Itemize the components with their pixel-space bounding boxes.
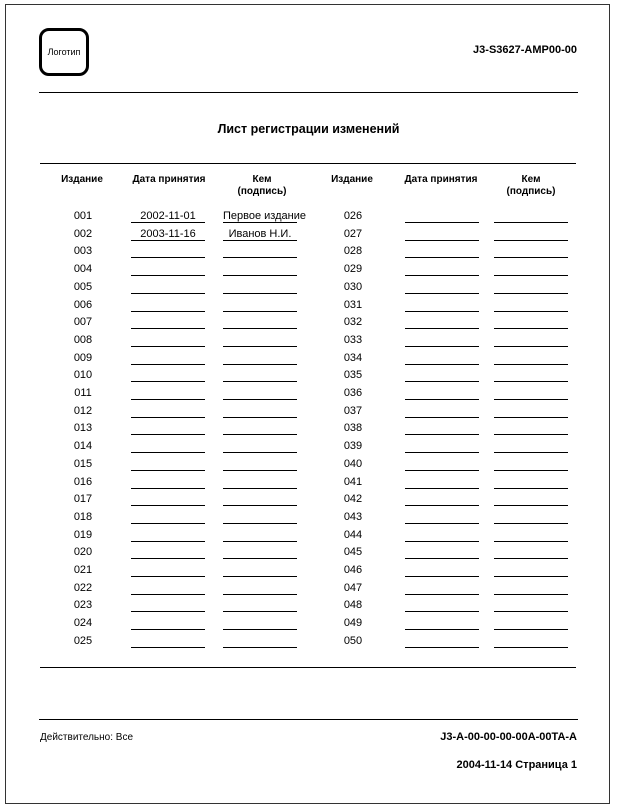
date-accepted-field-right — [405, 564, 479, 577]
date-accepted-field-right — [405, 352, 479, 365]
date-accepted-field-left — [131, 422, 205, 435]
date-accepted-field-right — [405, 529, 479, 542]
edition-number-left: 005 — [73, 280, 93, 293]
edition-number-right: 035 — [343, 369, 363, 382]
signature-field-right — [494, 529, 568, 542]
table-top-line — [40, 163, 576, 164]
date-accepted-field-right — [405, 210, 479, 223]
date-accepted-field-right — [405, 334, 479, 347]
signature-field-right — [494, 210, 568, 223]
edition-number-left: 025 — [73, 634, 93, 647]
signature-field-left: Иванов Н.И. — [223, 228, 297, 241]
date-accepted-field-left — [131, 369, 205, 382]
signature-field-right — [494, 352, 568, 365]
date-accepted-field-right — [405, 493, 479, 506]
signature-field-right — [494, 582, 568, 595]
edition-number-right: 029 — [343, 263, 363, 276]
page-title: Лист регистрации изменений — [217, 122, 400, 136]
edition-number-left: 020 — [73, 546, 93, 559]
edition-number-right: 031 — [343, 298, 363, 311]
edition-number-left: 016 — [73, 475, 93, 488]
signature-field-left — [223, 458, 297, 471]
date-accepted-field-left: 2003-11-16 — [131, 228, 205, 241]
date-accepted-field-right — [405, 245, 479, 258]
signature-field-right — [494, 299, 568, 312]
signature-field-left — [223, 635, 297, 648]
edition-number-left: 019 — [73, 528, 93, 541]
date-accepted-field-left — [131, 245, 205, 258]
col-header-date-right — [394, 174, 488, 186]
edition-number-right: 046 — [343, 564, 363, 576]
edition-number-right: 033 — [343, 333, 363, 346]
date-accepted-field-right — [405, 387, 479, 400]
date-accepted-field-right — [405, 263, 479, 276]
edition-number-right: 026 — [343, 210, 363, 222]
date-accepted-field-right — [405, 422, 479, 435]
edition-number-right: 038 — [343, 422, 363, 435]
signature-field-left — [223, 299, 297, 312]
edition-number-left: 002 — [73, 227, 93, 240]
signature-field-right — [494, 635, 568, 648]
edition-number-left: 007 — [73, 316, 93, 329]
signature-field-right — [494, 511, 568, 524]
signature-field-right — [494, 617, 568, 630]
signature-field-left — [223, 281, 297, 294]
signature-field-right — [494, 599, 568, 612]
edition-number-right: 036 — [343, 387, 363, 399]
date-accepted-field-left — [131, 458, 205, 471]
date-accepted-field-right — [405, 458, 479, 471]
edition-number-right: 047 — [343, 581, 363, 594]
date-accepted-field-left — [131, 582, 205, 595]
footer-code: J3-A-00-00-00-00A-00TA-A — [440, 731, 577, 743]
signature-field-right — [494, 405, 568, 418]
date-accepted-field-left — [131, 476, 205, 489]
edition-number-right: 034 — [343, 351, 363, 364]
col-header-edition-text: Издание — [331, 174, 373, 185]
signature-field-left — [223, 405, 297, 418]
document-id: J3-S3627-AMP00-00 — [473, 44, 577, 56]
signature-field-left — [223, 422, 297, 435]
signature-field-right — [494, 369, 568, 382]
col-header-by-right — [491, 174, 571, 198]
signature-field-left — [223, 617, 297, 630]
edition-number-right: 030 — [343, 280, 363, 293]
edition-number-right: 050 — [343, 634, 363, 647]
signature-field-left — [223, 564, 297, 577]
date-accepted-field-left — [131, 493, 205, 506]
edition-number-left: 018 — [73, 510, 93, 523]
edition-number-right: 044 — [343, 528, 363, 541]
col-header-by-left — [222, 174, 302, 198]
edition-number-left: 024 — [73, 617, 93, 630]
signature-field-left — [223, 599, 297, 612]
col-header-date-left — [122, 174, 216, 186]
signature-field-left — [223, 440, 297, 453]
edition-number-right: 049 — [343, 617, 363, 630]
edition-number-left: 023 — [73, 599, 93, 612]
signature-field-left — [223, 316, 297, 329]
edition-number-right: 032 — [343, 316, 363, 329]
footer-date-page: 2004-11-14 Страница 1 — [456, 759, 577, 771]
date-accepted-field-left — [131, 387, 205, 400]
date-accepted-field-left — [131, 352, 205, 365]
edition-number-left: 006 — [73, 298, 93, 311]
date-accepted-field-right — [405, 582, 479, 595]
signature-field-left — [223, 245, 297, 258]
signature-field-right — [494, 458, 568, 471]
edition-number-right: 041 — [343, 475, 363, 488]
date-accepted-field-right — [405, 546, 479, 559]
date-accepted-field-left — [131, 334, 205, 347]
date-accepted-field-left — [131, 599, 205, 612]
date-accepted-field-right — [405, 476, 479, 489]
col-header-edition-text: Издание — [61, 174, 103, 185]
date-accepted-field-left — [131, 635, 205, 648]
edition-number-right: 028 — [343, 245, 363, 258]
signature-field-left — [223, 546, 297, 559]
edition-number-left: 008 — [73, 333, 93, 346]
signature-field-left — [223, 263, 297, 276]
signature-field-right — [494, 281, 568, 294]
date-accepted-field-left — [131, 440, 205, 453]
date-accepted-field-left — [131, 546, 205, 559]
date-accepted-field-left — [131, 281, 205, 294]
edition-number-left: 013 — [73, 422, 93, 435]
date-accepted-field-left — [131, 511, 205, 524]
signature-field-right — [494, 387, 568, 400]
date-accepted-field-left — [131, 564, 205, 577]
signature-field-left — [223, 476, 297, 489]
signature-field-left — [223, 529, 297, 542]
date-accepted-field-left: 2002-11-01 — [131, 210, 205, 223]
col-header-by-line1: Кем — [521, 174, 541, 185]
date-accepted-field-left — [131, 617, 205, 630]
date-accepted-field-right — [405, 299, 479, 312]
signature-field-left — [223, 493, 297, 506]
edition-number-right: 045 — [343, 546, 363, 559]
col-header-by-line1: Кем — [252, 174, 272, 185]
edition-number-right: 027 — [343, 227, 363, 240]
edition-number-left: 009 — [73, 351, 93, 364]
date-accepted-field-right — [405, 369, 479, 382]
date-accepted-field-right — [405, 511, 479, 524]
edition-number-right: 043 — [343, 510, 363, 523]
footer-divider — [39, 719, 578, 720]
col-header-by-line2: (подпись) — [506, 186, 556, 197]
edition-number-left: 004 — [73, 263, 93, 276]
signature-field-right — [494, 422, 568, 435]
header-divider — [39, 92, 578, 93]
table-bottom-line — [40, 667, 576, 668]
date-accepted-field-right — [405, 635, 479, 648]
date-accepted-field-left — [131, 316, 205, 329]
edition-number-left: 021 — [73, 564, 93, 576]
signature-field-right — [494, 493, 568, 506]
date-accepted-field-left — [131, 405, 205, 418]
signature-field-left — [223, 511, 297, 524]
edition-number-left: 017 — [73, 493, 93, 506]
signature-field-left — [223, 352, 297, 365]
logo-label: Логотип — [47, 47, 81, 57]
signature-field-right — [494, 546, 568, 559]
signature-field-right — [494, 476, 568, 489]
signature-field-right — [494, 228, 568, 241]
signature-field-left — [223, 387, 297, 400]
logo-box — [39, 28, 89, 76]
col-header-edition-right — [322, 174, 382, 186]
signature-field-right — [494, 564, 568, 577]
col-header-date-text: Дата принятия — [404, 174, 478, 185]
signature-field-right — [494, 334, 568, 347]
edition-number-left: 003 — [73, 245, 93, 258]
edition-number-left: 001 — [73, 210, 93, 222]
col-header-date-text: Дата принятия — [132, 174, 206, 185]
edition-number-right: 048 — [343, 599, 363, 612]
date-accepted-field-right — [405, 281, 479, 294]
edition-number-left: 010 — [73, 369, 93, 382]
date-accepted-field-right — [405, 316, 479, 329]
date-accepted-field-left — [131, 299, 205, 312]
edition-number-left: 022 — [73, 581, 93, 594]
date-accepted-field-right — [405, 440, 479, 453]
signature-field-left — [223, 582, 297, 595]
col-header-by-line2: (подпись) — [237, 186, 287, 197]
edition-number-right: 039 — [343, 440, 363, 453]
edition-number-left: 012 — [73, 404, 93, 417]
edition-number-right: 037 — [343, 404, 363, 417]
signature-field-left: Первое издание — [223, 210, 306, 222]
signature-field-right — [494, 316, 568, 329]
date-accepted-field-right — [405, 617, 479, 630]
date-accepted-field-right — [405, 405, 479, 418]
signature-field-left — [223, 334, 297, 347]
date-accepted-field-right — [405, 228, 479, 241]
edition-number-left: 011 — [74, 387, 92, 399]
edition-number-left: 014 — [73, 440, 93, 453]
edition-number-right: 040 — [343, 457, 363, 470]
validity-note: Действительно: Все — [40, 732, 134, 743]
date-accepted-field-right — [405, 599, 479, 612]
edition-number-left: 015 — [73, 457, 93, 470]
signature-field-right — [494, 263, 568, 276]
date-accepted-field-left — [131, 529, 205, 542]
edition-number-right: 042 — [343, 493, 363, 506]
date-accepted-field-left — [131, 263, 205, 276]
signature-field-left — [223, 369, 297, 382]
signature-field-right — [494, 440, 568, 453]
signature-field-right — [494, 245, 568, 258]
col-header-edition-left — [52, 174, 112, 186]
